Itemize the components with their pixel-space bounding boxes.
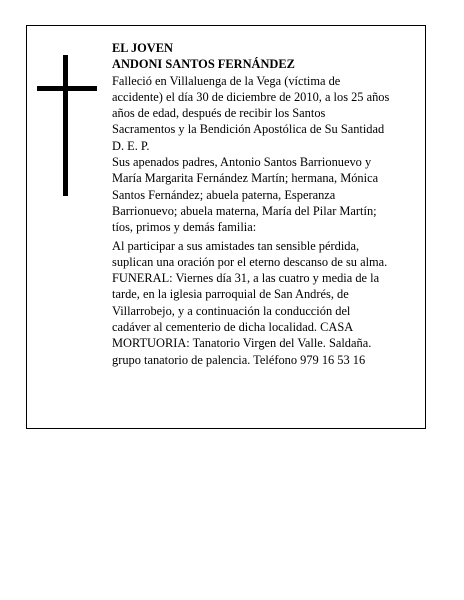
body-line: Sacramentos y la Bendición Apostólica de Su Santidad xyxy=(112,122,385,137)
body-line: Falleció en Villaluenga de la Vega (víctima de xyxy=(112,73,341,88)
cross-horizontal-bar xyxy=(37,86,97,91)
body-line: María Margarita Fernández Martín; hermana, Mónica xyxy=(112,171,379,186)
body-line: Santos Fernández; abuela paterna, Esperanza xyxy=(112,187,336,202)
heading-line-1: EL JOVEN xyxy=(112,41,173,55)
cross-icon xyxy=(37,55,97,196)
body-line: D. E. P. xyxy=(112,138,150,153)
body-line: cadáver al cementerio de dicha localidad. CASA xyxy=(112,320,354,335)
body-line: accidente) el día 30 de diciembre de 2010, a los 25 años xyxy=(112,89,390,104)
body-line: tarde, en la iglesia parroquial de San Andrés, de xyxy=(112,287,349,302)
obituary-text xyxy=(112,40,412,368)
body-line: grupo tanatorio de palencia. Teléfono 979 16 53 16 xyxy=(112,352,366,367)
cross-vertical-bar xyxy=(63,55,68,196)
body-line: FUNERAL: Viernes día 31, a las cuatro y media de la xyxy=(112,271,380,286)
body-line: Sus apenados padres, Antonio Santos Barrionuevo y xyxy=(112,155,372,170)
body-line: suplican una oración por el eterno descanso de su alma. xyxy=(112,254,388,269)
body-line: Barrionuevo; abuela materna, María del Pilar Martín; xyxy=(112,203,377,218)
body-line: tíos, primos y demás familia: xyxy=(112,220,257,235)
body-line: años de edad, después de recibir los Santos xyxy=(112,106,326,121)
body-line: Al participar a sus amistades tan sensible pérdida, xyxy=(112,238,360,253)
deceased-name: ANDONI SANTOS FERNÁNDEZ xyxy=(112,57,295,72)
body-line: MORTUORIA: Tanatorio Virgen del Valle. Saldaña. xyxy=(112,336,372,351)
body-line: Villarrobejo, y a continuación la conducción del xyxy=(112,303,351,318)
